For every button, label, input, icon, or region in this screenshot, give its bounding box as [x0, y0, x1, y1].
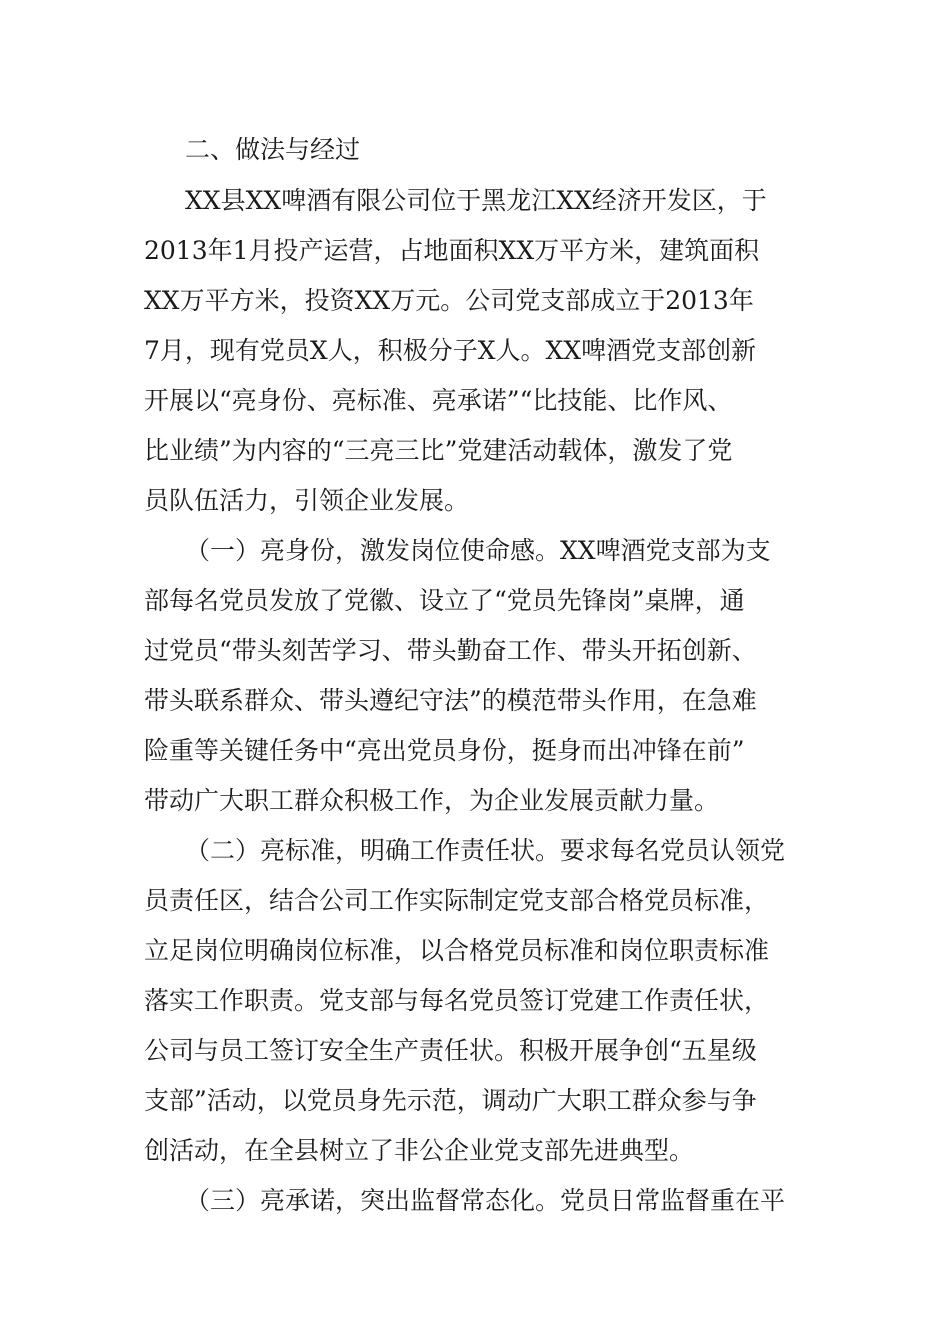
paragraph-line: 员责任区，结合公司工作实际制定党支部合格党员标准， — [144, 886, 770, 915]
paragraph-line: XX万平方米，投资XX万元。公司党支部成立于2013年 — [144, 286, 754, 315]
section-heading: 二、做法与经过 — [185, 135, 361, 164]
paragraph-line: 险重等关键任务中“亮出党员身份，挺身而出冲锋在前” — [144, 736, 745, 765]
paragraph-line: 公司与员工签订安全生产责任状。积极开展争创“五星级 — [144, 1036, 757, 1065]
paragraph-line: 开展以“亮身份、亮标准、亮承诺”“比技能、比作风、 — [144, 386, 733, 415]
paragraph-line: 员队伍活力，引领企业发展。 — [144, 486, 470, 515]
paragraph-line: 过党员“带头刻苦学习、带头勤奋工作、带头开拓创新、 — [144, 636, 757, 665]
paragraph-line: 创活动，在全县树立了非公企业党支部先进典型。 — [144, 1136, 695, 1165]
paragraph-line: 部每名党员发放了党徽、设立了“党员先锋岗”桌牌，通 — [144, 586, 745, 615]
paragraph-line: 比业绩”为内容的“三亮三比”党建活动载体，激发了党 — [144, 436, 733, 465]
paragraph-line: 2013年1月投产运营，占地面积XX万平方米，建筑面积 — [144, 236, 760, 265]
paragraph-line: XX县XX啤酒有限公司位于黑龙江XX经济开发区，于 — [185, 186, 767, 215]
paragraph-line: 带动广大职工群众积极工作，为企业发展贡献力量。 — [144, 786, 720, 815]
paragraph-line: 落实工作职责。党支部与每名党员签订党建工作责任状， — [144, 986, 770, 1015]
paragraph-line: （二）亮标准，明确工作责任状。要求每名党员认领党 — [185, 836, 786, 865]
paragraph-line: （一）亮身份，激发岗位使命感。XX啤酒党支部为支 — [185, 536, 771, 565]
paragraph-line: 7月，现有党员X人，积极分子X人。XX啤酒党支部创新 — [144, 336, 757, 365]
paragraph-line: （三）亮承诺，突出监督常态化。党员日常监督重在平 — [185, 1186, 786, 1215]
paragraph-line: 立足岗位明确岗位标准，以合格党员标准和岗位职责标准 — [144, 936, 770, 965]
paragraph-line: 支部”活动，以党员身先示范，调动广大职工群众参与争 — [144, 1086, 757, 1115]
paragraph-line: 带头联系群众、带头遵纪守法”的模范带头作用，在急难 — [144, 686, 757, 715]
